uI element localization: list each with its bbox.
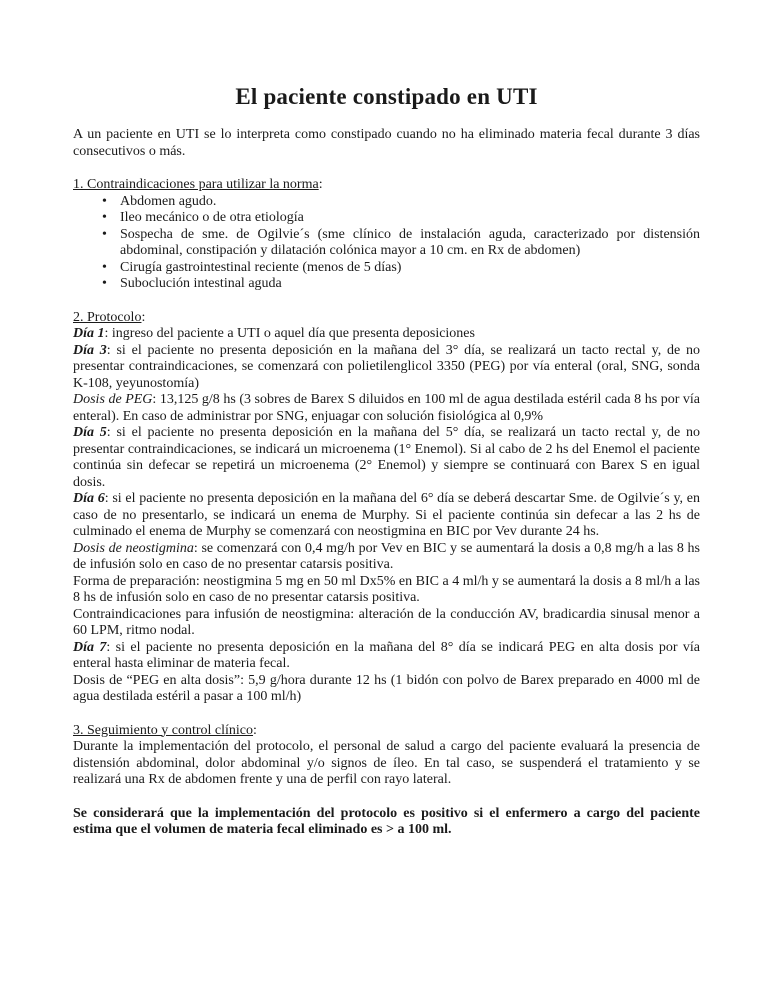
protocol-paragraph-day-6 <box>73 491 700 541</box>
protocol-paragraph-day-7 <box>73 640 700 673</box>
list-item: • Ileo mecánico o de otra etiología <box>98 210 700 227</box>
list-item: • Abdomen agudo. <box>98 194 700 211</box>
section-1-heading-colon: : <box>318 177 323 192</box>
protocol-paragraph-preparation: Forma de preparación: neostigmina 5 mg en 50 ml Dx5% en BIC a 4 ml/h y se aumentará la dosis a 8 ml/h a las 8 hs de infusión solo en caso de no presentar catarsis positiva. <box>73 573 700 605</box>
list-item: • Sospecha de sme. de Ogilvie´s (sme clínico de instalación aguda, caracterizado por distensión abdominal, constipación y dilatación colónica mayor a 10 cm. en Rx de abdomen) <box>98 227 700 260</box>
protocol-paragraph-day-1 <box>73 326 700 343</box>
paragraph-text: : se comenzará con 0,4 mg/h por Vev en BIC y se aumentará la dosis a 0,8 mg/h a las 8 hs de infusión solo en caso de no presentar catarsis positiva. <box>73 540 700 572</box>
document-title: El paciente constipado en UTI <box>235 84 538 109</box>
section-2-heading-text: 2. Protocolo <box>73 309 142 325</box>
protocol-paragraph-high-dose-peg: Dosis de “PEG en alta dosis”: 5,9 g/hora durante 12 hs (1 bidón con polvo de Barex preparado en 4000 ml de agua destilada estéril a pasar a 100 ml/h) <box>73 672 700 704</box>
intro-paragraph: A un paciente en UTI se lo interpreta como constipado cuando no ha eliminado materia fecal durante 3 días consecutivos o más. <box>73 127 700 159</box>
paragraph-text: : si el paciente no presenta deposición en la mañana del 3° día, se realizará un tacto rectal y, de no presentar contraindicaciones, se comenzará con polietilenglicol 3350 (PEG) por vía enteral (oral, SNG, sonda K-108, yeyunostomía) <box>73 342 700 391</box>
protocol-paragraph-day-3 <box>73 343 700 393</box>
followup-paragraph: Durante la implementación del protocolo, el personal de salud a cargo del paciente evaluará la presencia de distensión abdominal, dolor abdominal y/o signos de íleo. En tal caso, se suspenderá el tratamiento y se realizará una Rx de abdomen frente y una de perfil con rayo lateral. <box>73 739 700 787</box>
day-label: Día 5 <box>73 425 107 440</box>
section-3-heading-text: 3. Seguimiento y control clínico <box>73 722 254 738</box>
day-label: Día 1 <box>73 326 105 341</box>
conclusion-paragraph: Se considerará que la implementación del protocolo es positivo si el enfermero a cargo del paciente estima que el volumen de materia fecal eliminado es > a 100 ml. <box>73 805 700 837</box>
section-3-heading-colon: : <box>253 722 257 738</box>
paragraph-text: : 13,125 g/8 hs (3 sobres de Barex S diluidos en 100 ml de agua destilada estéril cada 8 hs por vía enteral). En caso de administrar por SNG, enjuagar con solución fisiológica al 0,9% <box>73 392 700 424</box>
paragraph-text: : ingreso del paciente a UTI o aquel día que presenta deposiciones <box>104 326 475 341</box>
protocol-paragraph-day-5 <box>73 425 700 491</box>
section-1-heading-text: 1. Contraindicaciones para utilizar la norma <box>73 177 319 192</box>
day-label: Día 7 <box>73 639 107 655</box>
paragraph-text: : si el paciente no presenta deposición en la mañana del 8° día se indicará PEG en alta dosis por vía enteral hasta eliminar de materia fecal. <box>73 639 701 671</box>
day-label: Día 6 <box>73 491 105 506</box>
paragraph-text: : si el paciente no presenta deposición en la mañana del 6° día se deberá descartar Sme. de Ogilvie´s y, en caso de no presentarlo, se indicará un enema de Murphy. Si el paciente continúa sin defecar a las 2 hs de culminado el enema de Murphy se comenzará con neostigmina en BIC por Vev durante 24 hs. <box>73 491 700 539</box>
section-2-heading-colon: : <box>141 309 146 325</box>
section-3-heading <box>73 723 700 740</box>
day-label: Día 3 <box>73 342 107 358</box>
dose-label: Dosis de neostigmina <box>73 540 194 556</box>
paragraph-text: : si el paciente no presenta deposición en la mañana del 5° día, se realizará un tacto rectal y, de no presentar contraindicaciones, se indicará un microenema (1° Enemol). Si al cabo de 2 hs del Enemol el paciente continúa sin defecar se repetirá un microenema (2° Enemol) y siempre se continuará con Barex S en igual dosis. <box>73 425 700 490</box>
protocol-paragraph-peg-dose <box>73 392 700 425</box>
section-1-heading <box>73 177 700 194</box>
list-item: • Cirugía gastrointestinal reciente (menos de 5 días) <box>98 260 700 277</box>
protocol-paragraph-neostigmine-dose <box>73 541 700 574</box>
section-2-heading <box>73 310 700 327</box>
protocol-paragraph-neostigmine-contraindications: Contraindicaciones para infusión de neostigmina: alteración de la conducción AV, bradicardia sinusal menor a 60 LPM, ritmo nodal. <box>73 606 700 638</box>
list-item: • Suboclución intestinal aguda <box>98 276 700 293</box>
contraindications-list <box>98 194 700 293</box>
dose-label: Dosis de PEG <box>73 392 153 407</box>
